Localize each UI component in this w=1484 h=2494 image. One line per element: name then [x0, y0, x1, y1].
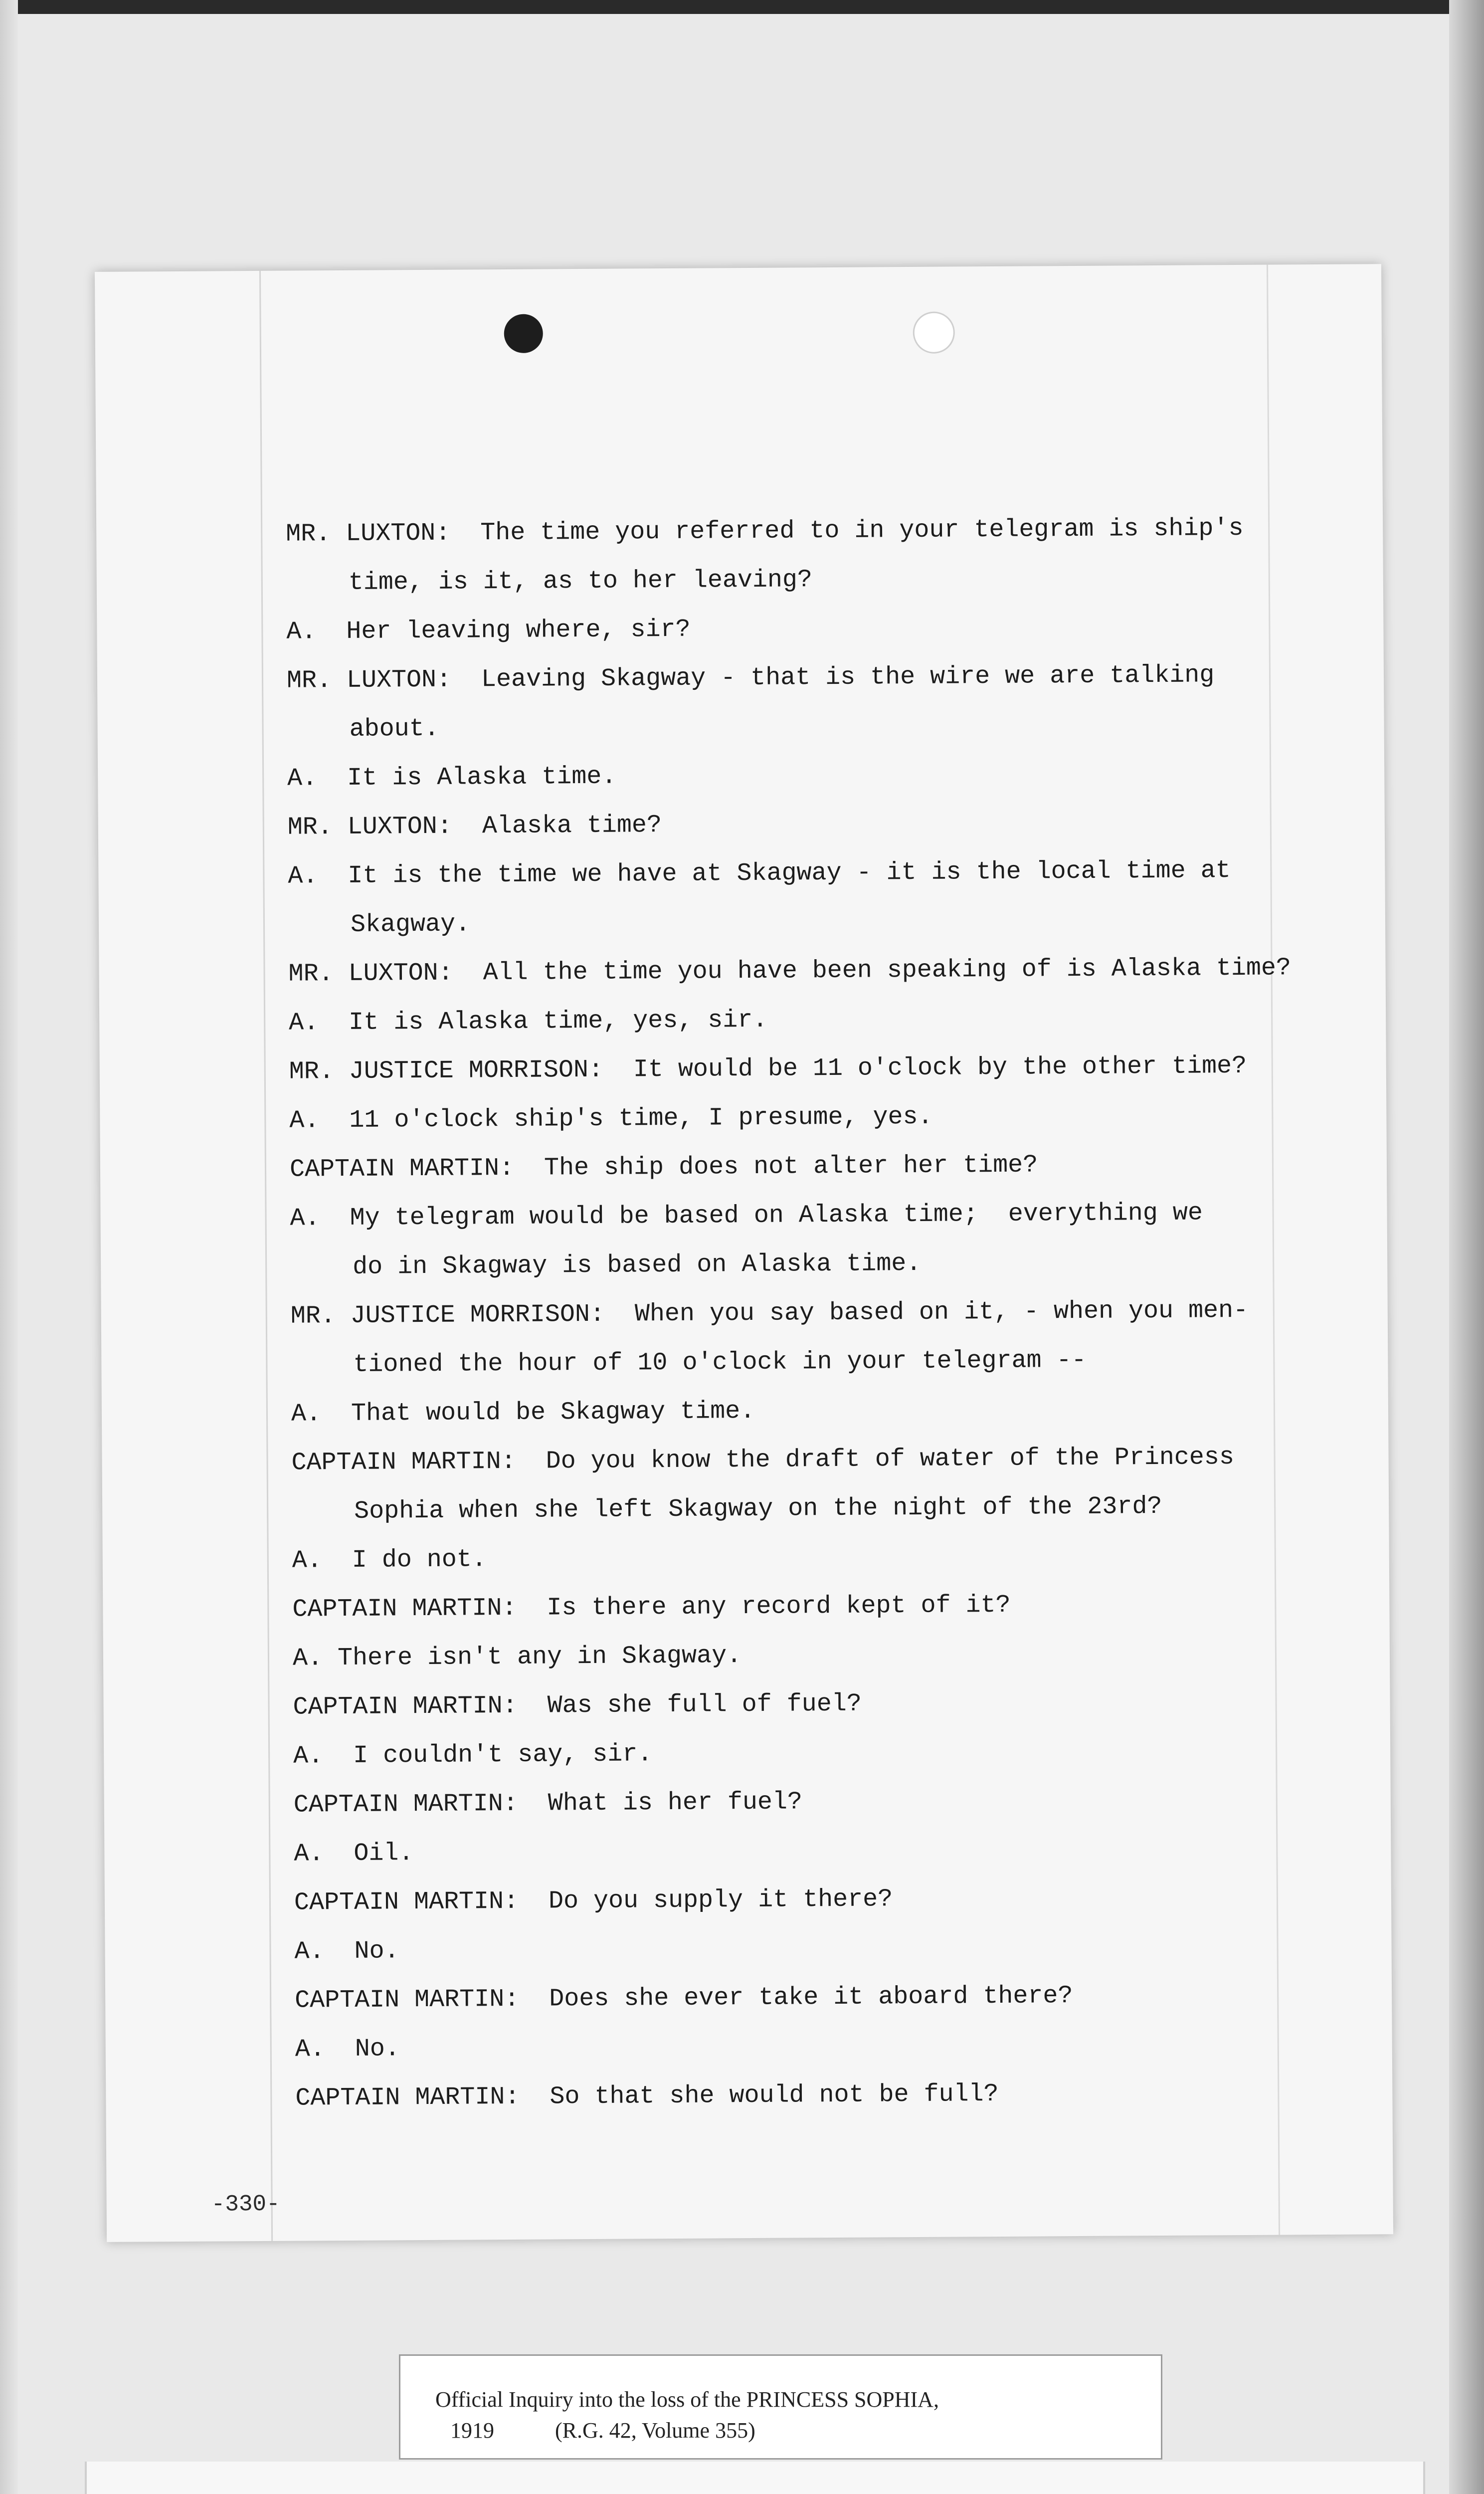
transcript-text — [286, 504, 1368, 2123]
transcript-line: Skagway. — [350, 910, 471, 939]
transcript-line: about. — [349, 714, 439, 744]
caption-reference: (R.G. 42, Volume 355) — [555, 2418, 755, 2443]
caption-year: 1919 — [450, 2418, 494, 2443]
transcript-line: A. There isn't any in Skagway. — [292, 1642, 742, 1673]
transcript-line: MR. JUSTICE MORRISON: It would be 11 o'clock by the other time? — [289, 1051, 1247, 1086]
film-right-edge — [1449, 0, 1484, 2494]
page-margin-line — [259, 271, 273, 2241]
transcript-line: time, is it, as to her leaving? — [348, 566, 813, 597]
archives-label — [85, 2462, 1425, 2494]
transcript-line: CAPTAIN MARTIN: Does she ever take it aboard there? — [295, 1982, 1073, 2015]
transcript-line: CAPTAIN MARTIN: What is her fuel? — [293, 1788, 803, 1820]
transcript-line: CAPTAIN MARTIN: Do you know the draft of water of the Princess — [291, 1443, 1235, 1477]
transcript-line: A. My telegram would be based on Alaska time; everything we — [290, 1199, 1203, 1233]
page-number: -330- — [211, 2191, 280, 2218]
transcript-line: MR. LUXTON: The time you referred to in your telegram is ship's — [286, 514, 1244, 549]
transcript-page — [95, 264, 1393, 2242]
film-left-edge — [0, 0, 18, 2494]
transcript-line: do in Skagway is based on Alaska time. — [353, 1249, 922, 1281]
transcript-line: A. I couldn't say, sir. — [293, 1740, 653, 1771]
transcript-line: A. I do not. — [292, 1545, 487, 1575]
transcript-line: A. Oil. — [294, 1839, 414, 1869]
transcript-line: CAPTAIN MARTIN: Is there any record kept of it? — [292, 1591, 1011, 1624]
transcript-line: CAPTAIN MARTIN: So that she would not be full? — [295, 2079, 999, 2113]
caption-subtitle — [450, 2418, 755, 2443]
transcript-line: A. 11 o'clock ship's time, I presume, yes. — [289, 1102, 933, 1135]
transcript-line: A. No. — [294, 1937, 399, 1966]
transcript-line: A. No. — [295, 2035, 400, 2064]
transcript-line: MR. JUSTICE MORRISON: When you say based on it, - when you men- — [290, 1296, 1249, 1331]
transcript-line: CAPTAIN MARTIN: The ship does not alter her time? — [289, 1151, 1038, 1184]
transcript-line: A. Her leaving where, sir? — [286, 615, 691, 646]
punch-hole-left — [504, 314, 543, 353]
transcript-line: MR. LUXTON: Alaska time? — [287, 811, 662, 842]
transcript-line: MR. LUXTON: All the time you have been speaking of is Alaska time? — [288, 954, 1292, 989]
transcript-line: Sophia when she left Skagway on the night of the 23rd? — [354, 1492, 1162, 1526]
film-top-border — [0, 0, 1484, 14]
transcript-line: CAPTAIN MARTIN: Was she full of fuel? — [293, 1689, 862, 1722]
transcript-line: A. It is Alaska time, yes, sir. — [289, 1006, 768, 1038]
transcript-line: tioned the hour of 10 o'clock in your telegram -- — [353, 1346, 1087, 1379]
transcript-line: A. It is Alaska time. — [287, 762, 617, 793]
caption-title: Official Inquiry into the loss of the PRINCESS SOPHIA, — [435, 2387, 939, 2412]
transcript-line: CAPTAIN MARTIN: Do you supply it there? — [294, 1885, 893, 1917]
caption-label — [399, 2354, 1162, 2460]
transcript-line: A. It is the time we have at Skagway - it is the local time at — [288, 856, 1231, 891]
transcript-line: MR. LUXTON: Leaving Skagway - that is the wire we are talking — [286, 661, 1215, 695]
punch-hole-right — [913, 311, 955, 354]
transcript-line: A. That would be Skagway time. — [291, 1397, 755, 1429]
